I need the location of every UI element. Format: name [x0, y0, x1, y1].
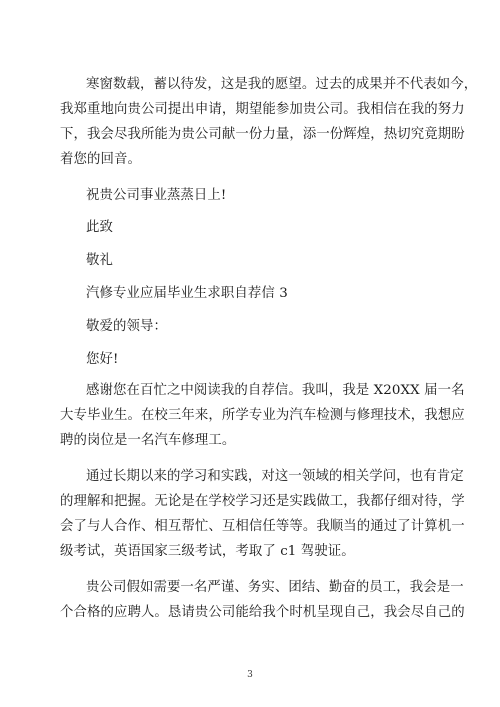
text-line: 聘的岗位是一名汽车修理工。 — [60, 433, 236, 448]
letter-heading — [86, 281, 444, 306]
paragraph-closing-1 — [86, 215, 444, 240]
text-line: 祝贵公司事业蒸蒸日上! — [86, 188, 227, 203]
paragraph-application — [60, 575, 465, 625]
text-line: 感谢您在百忙之中阅读我的自荐信。我叫，我是 X20XX 届一名 — [86, 383, 465, 398]
text-line: 寒窗数载，蓄以待发，这是我的愿望。过去的成果并不代表如今， — [86, 77, 478, 92]
text-line: 的理解和把握。无论是在学校学习还是实践做工，我都仔细对待，学 — [60, 494, 465, 509]
text-line: 此致 — [86, 220, 113, 235]
paragraph-study — [60, 464, 465, 564]
greeting — [86, 347, 444, 372]
paragraph-1 — [60, 72, 478, 172]
paragraph-intro — [60, 378, 465, 453]
salutation — [86, 314, 444, 339]
text-line: 汽修专业应届毕业生求职自荐信 3 — [86, 286, 288, 301]
text-line: 我郑重地向贵公司提出申请，期望能参加贵公司。我相信在我的努力 — [60, 102, 465, 117]
page-number: 3 — [247, 670, 253, 680]
text-line: 敬爱的领导： — [86, 319, 167, 334]
text-line: 个合格的应聘人。恳请贵公司能给我个时机呈现自己，我会尽自己的 — [60, 605, 465, 620]
text-line: 敬礼 — [86, 253, 113, 268]
text-line: 通过长期以来的学习和实践，对这一领域的相关学问，也有肯定 — [86, 469, 464, 484]
text-line: 您好! — [86, 352, 119, 367]
text-line: 会了与人合作、相互帮忙、互相信任等等。我顺当的通过了计算机一 — [60, 519, 465, 534]
text-line: 级考试，英语国家三级考试，考取了 c1 驾驶证。 — [60, 544, 355, 559]
text-line: 大专毕业生。在校三年来，所学专业为汽车检测与修理技术，我想应 — [60, 408, 465, 423]
paragraph-closing-2 — [86, 248, 444, 273]
text-line: 贵公司假如需要一名严谨、务实、团结、勤奋的员工，我会是一 — [86, 580, 464, 595]
paragraph-wish — [86, 183, 444, 208]
text-line: 着您的回音。 — [60, 152, 141, 167]
text-line: 下，我会尽我所能为贵公司献一份力量，添一份辉煌，热切究竟期盼 — [60, 127, 465, 142]
